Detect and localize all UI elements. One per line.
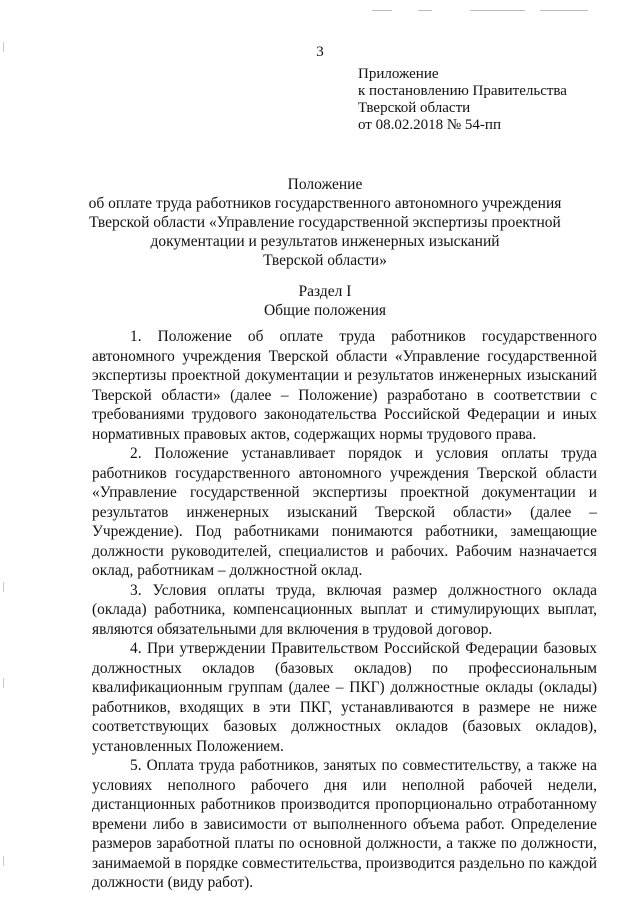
scan-artifact (3, 582, 4, 592)
section-number: Раздел I (298, 283, 352, 300)
approval-line: к постановлению Правительства (358, 83, 567, 99)
approval-stamp (358, 66, 567, 134)
page-number: 3 (316, 44, 324, 60)
section-name: Общие положения (263, 302, 387, 319)
scan-artifact (3, 678, 4, 688)
document-body (92, 327, 597, 893)
title-heading: Положение (287, 176, 363, 193)
paragraph: 2. Положение устанавливает порядок и условия оплаты труда работников государственного автономного учреждения Тверской области «Управление государственной экспертизы проектной документации и результатов инженерных изысканий Тверской области» (далее – Учреждение). Под работниками понимаются работники, замещающие должности руководителей, специалистов и рабочих. Рабочим назначается оклад, работникам – должностной оклад. (92, 445, 597, 579)
scan-artifact (418, 10, 432, 11)
scan-artifact (470, 10, 525, 11)
document-title (80, 175, 570, 270)
paragraph: 1. Положение об оплате труда работников государственного автономного учреждения Тверской области «Управление государственной экспертизы проектной документации и результатов инженерных изысканий Тверской области» (далее – Положение) разработано в соответствии с требованиями трудового законодательства Российской Федерации и иных нормативных правовых актов, содержащих нормы трудового права. (92, 328, 597, 443)
title-line: Тверской области «Управление государственной экспертизы проектной (89, 214, 561, 231)
approval-line: Приложение (358, 66, 439, 82)
scan-artifact (3, 856, 4, 866)
scan-artifact (372, 10, 392, 11)
scan-artifact (540, 10, 588, 11)
title-line: документации и результатов инженерных изысканий (150, 233, 500, 250)
approval-line: Тверской области (358, 100, 471, 116)
section-heading (80, 282, 570, 320)
approval-date: от 08.02.2018 № 54-пп (358, 117, 501, 133)
paragraph: 3. Условия оплаты труда, включая размер должностного оклада (оклада) работника, компенсационных выплат и стимулирующих выплат, являются обязательными для включения в трудовой договор. (92, 581, 597, 638)
title-line: об оплате труда работников государственного автономного учреждения (88, 195, 562, 212)
title-line: Тверской области» (263, 252, 387, 269)
paragraph: 4. При утверждении Правительством Российской Федерации базовых должностных окладов (базовых окладов) по профессиональным квалификационным группам (далее – ПКГ) должностные оклады (оклады) работников, входящих в эти ПКГ, устанавливаются в размере не ниже соответствующих базовых должностных окладов (базовых окладов), установленных Положением. (92, 640, 597, 755)
paragraph: 5. Оплата труда работников, занятых по совместительству, а также на условиях неполного рабочего дня или неполной рабочей недели, дистанционных работников производится пропорционально отработанному времени либо в зависимости от выполненного объема работ. Определение размеров заработной платы по основной должности, а также по должности, занимаемой в порядке совместительства, производится раздельно по каждой должности (виду работ). (92, 757, 597, 891)
